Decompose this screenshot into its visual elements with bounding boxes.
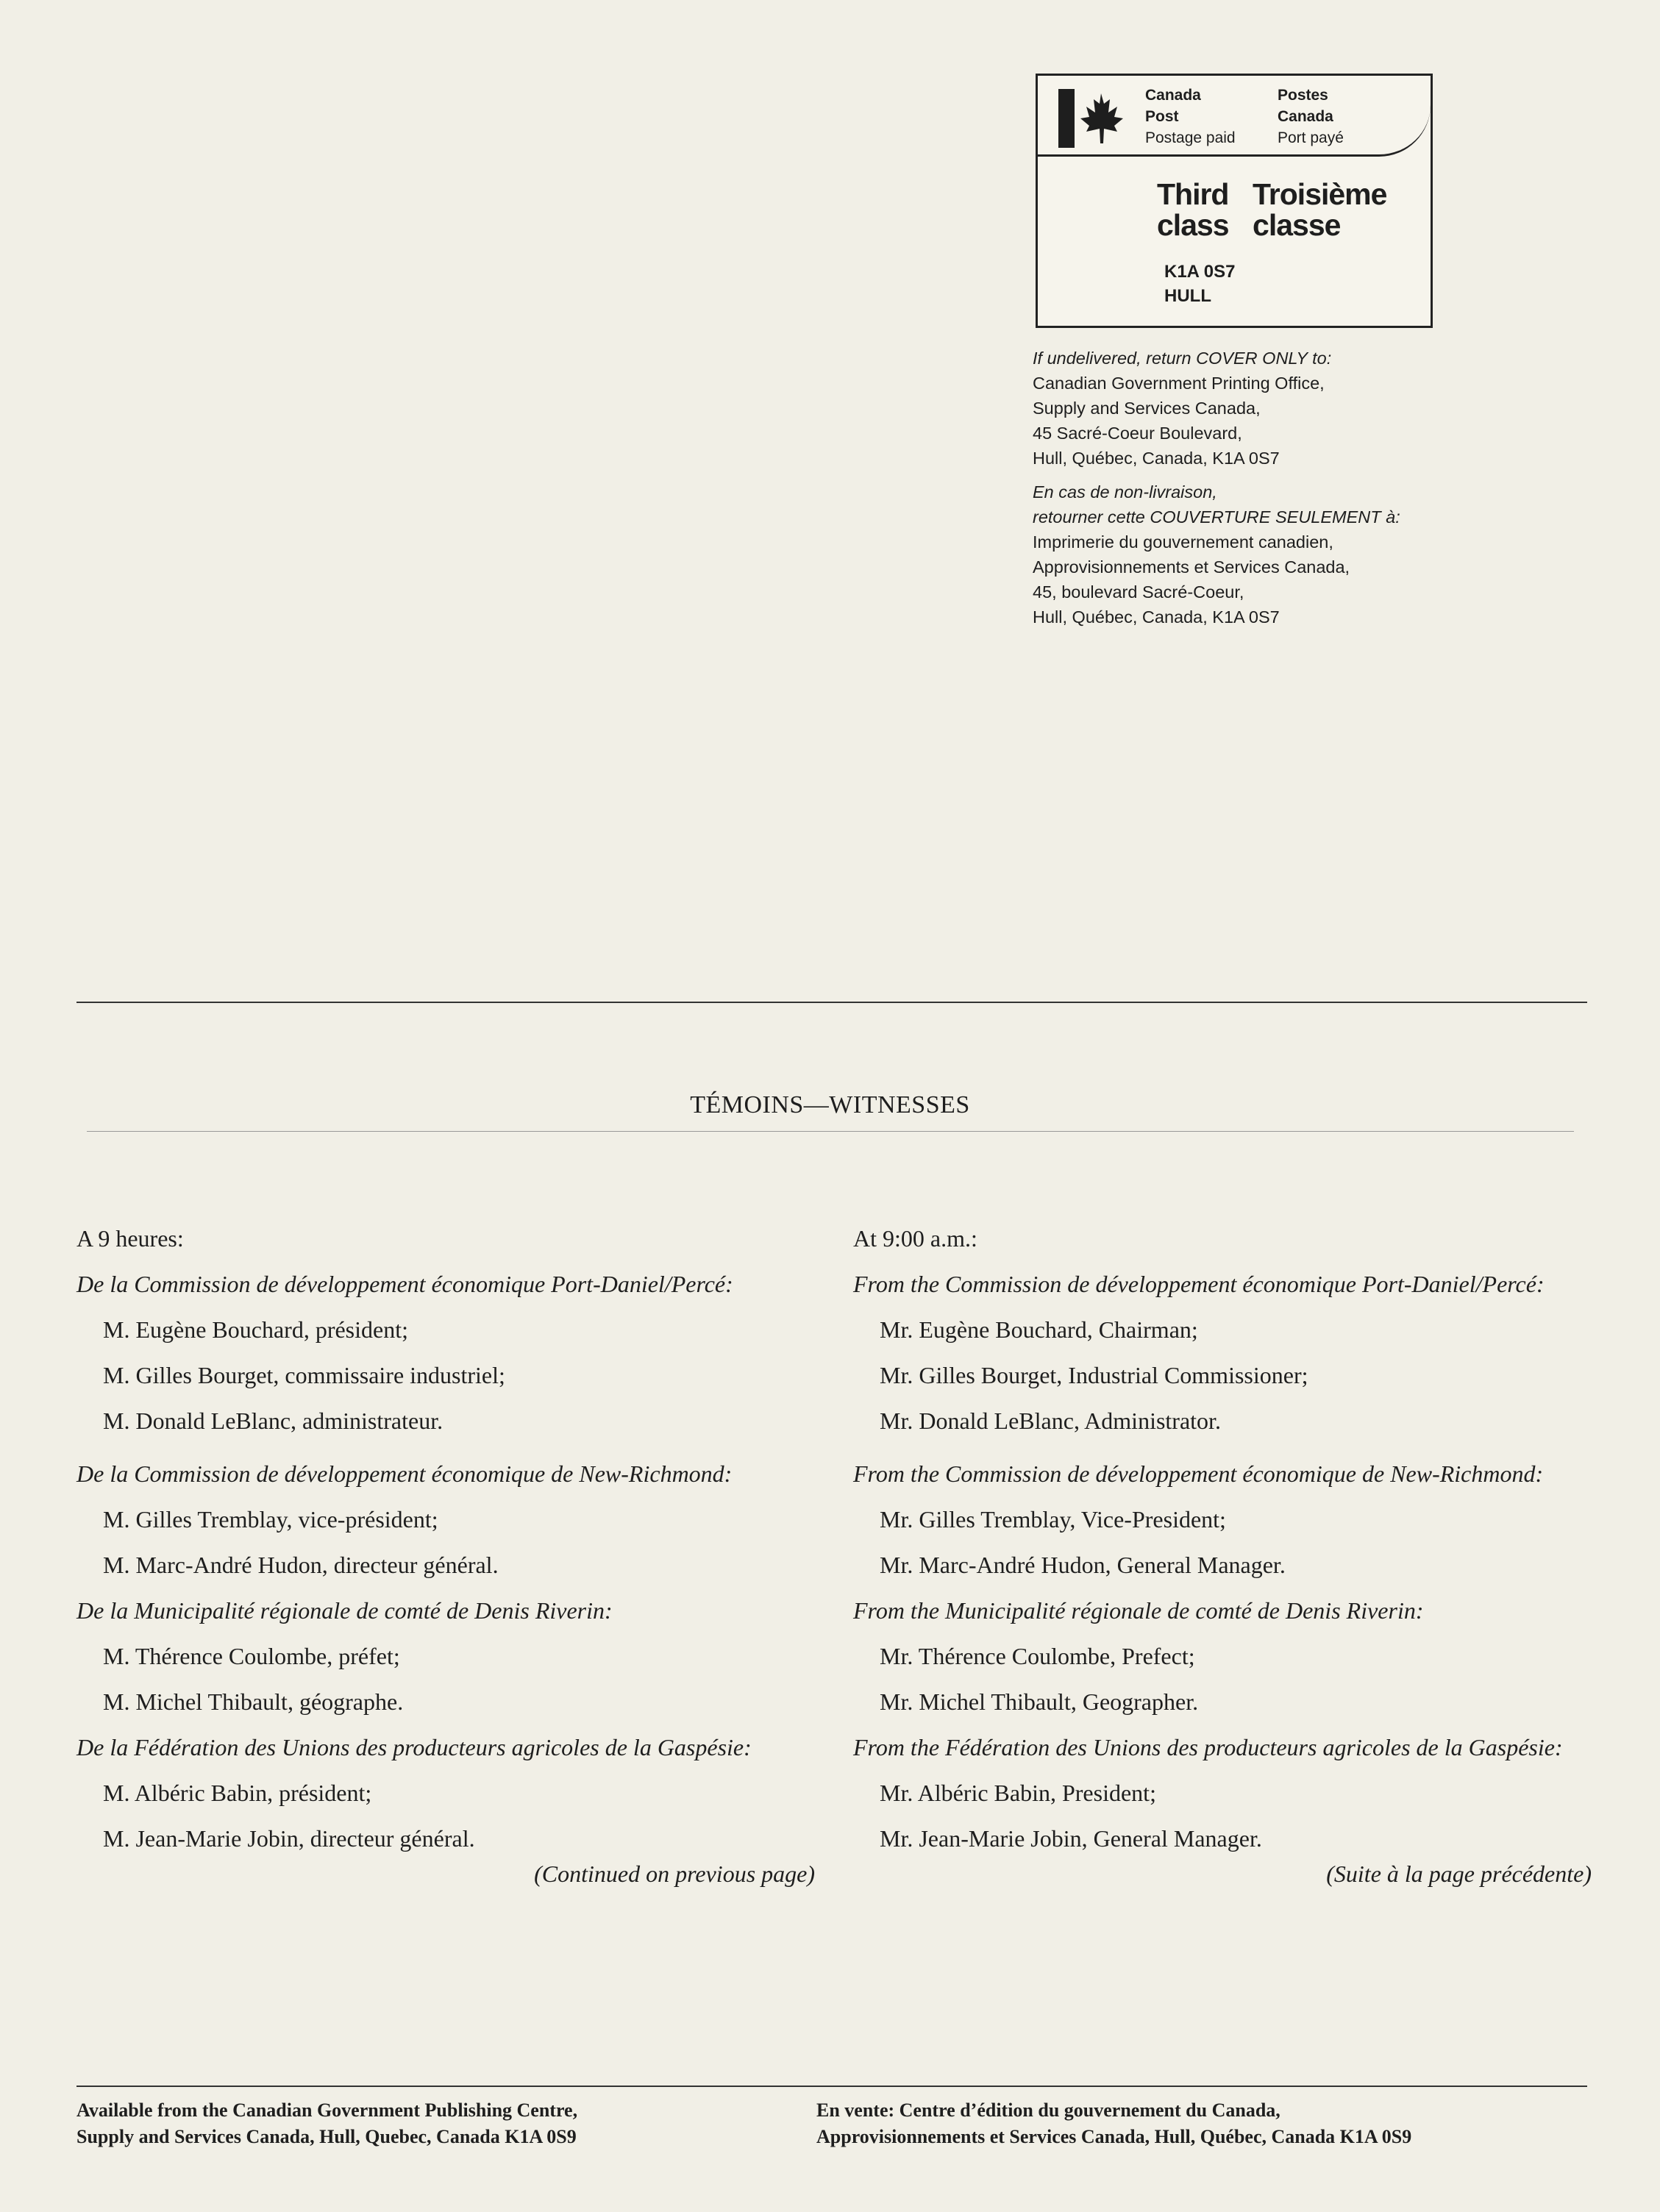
postage-paid-label: Postage paid — [1145, 129, 1236, 146]
return-en-line-4: 45 Sacré-Coeur Boulevard, — [1033, 424, 1242, 443]
classe-label: classe — [1253, 208, 1341, 242]
french-group-2-name-1: M. Gilles Tremblay, vice-président; — [103, 1506, 438, 1533]
french-continued-note: (Continued on previous page) — [534, 1860, 815, 1887]
return-fr-line-3: Imprimerie du gouvernement canadien, — [1033, 532, 1333, 552]
french-group-4-name-1: M. Albéric Babin, président; — [103, 1780, 372, 1806]
third-label: Third — [1157, 177, 1229, 211]
english-continued-note: (Suite à la page précédente) — [1326, 1860, 1592, 1887]
english-group-1-name-3: Mr. Donald LeBlanc, Administrator. — [880, 1408, 1221, 1434]
return-fr-line-5: 45, boulevard Sacré-Coeur, — [1033, 582, 1244, 602]
english-group-2-name-1: Mr. Gilles Tremblay, Vice-President; — [880, 1506, 1226, 1533]
english-group-4-heading: From the Fédération des Unions des producteurs agricoles de la Gaspésie: — [853, 1734, 1563, 1760]
english-group-1-name-2: Mr. Gilles Bourget, Industrial Commissioner; — [880, 1362, 1308, 1388]
french-time: A 9 heures: — [76, 1225, 184, 1252]
english-group-4-name-2: Mr. Jean-Marie Jobin, General Manager. — [880, 1825, 1262, 1852]
footer-french — [816, 2097, 1411, 2150]
french-group-2-name-2: M. Marc-André Hudon, directeur général. — [103, 1552, 499, 1578]
french-group-1-name-3: M. Donald LeBlanc, administrateur. — [103, 1408, 444, 1434]
footer-en-line-2: Supply and Services Canada, Hull, Quebec, Canada K1A 0S9 — [76, 2126, 577, 2147]
return-en-line-3: Supply and Services Canada, — [1033, 399, 1261, 418]
french-group-3-name-2: M. Michel Thibault, géographe. — [103, 1688, 404, 1715]
canada-label: Canada — [1145, 87, 1201, 104]
post-label: Post — [1145, 108, 1179, 125]
postes-label: Postes — [1278, 87, 1328, 104]
maple-leaf-icon — [1058, 89, 1130, 148]
english-group-2-name-2: Mr. Marc-André Hudon, General Manager. — [880, 1552, 1286, 1578]
english-time: At 9:00 a.m.: — [853, 1225, 977, 1252]
section-title: TÉMOINS—WITNESSES — [690, 1091, 970, 1119]
english-group-3-name-2: Mr. Michel Thibault, Geographer. — [880, 1688, 1199, 1715]
english-group-4-name-1: Mr. Albéric Babin, President; — [880, 1780, 1156, 1806]
top-divider — [76, 1002, 1587, 1003]
return-fr-line-2: retourner cette COUVERTURE SEULEMENT à: — [1033, 507, 1400, 527]
return-fr-line-1: En cas de non-livraison, — [1033, 482, 1217, 502]
mail-class — [1157, 179, 1403, 240]
witnesses-english-column — [853, 1224, 1592, 1888]
english-group-2-heading: From the Commission de développement économique de New-Richmond: — [853, 1460, 1544, 1487]
english-group-3-heading: From the Municipalité régionale de comté de Denis Riverin: — [853, 1597, 1424, 1624]
return-en-line-2: Canadian Government Printing Office, — [1033, 374, 1325, 393]
french-group-3-heading: De la Municipalité régionale de comté de Denis Riverin: — [76, 1597, 613, 1624]
french-group-1-name-2: M. Gilles Bourget, commissaire industriel; — [103, 1362, 505, 1388]
witnesses-french-column — [76, 1224, 815, 1888]
indicia-header — [1038, 76, 1431, 157]
postage-indicia — [1036, 74, 1433, 328]
troisieme-label: Troisième — [1253, 177, 1387, 211]
return-fr-line-4: Approvisionnements et Services Canada, — [1033, 557, 1350, 577]
return-address — [1033, 346, 1489, 629]
footer-fr-line-2: Approvisionnements et Services Canada, Hull, Québec, Canada K1A 0S9 — [816, 2126, 1412, 2147]
footer-english — [76, 2097, 577, 2150]
postal-code: K1A 0S7 — [1164, 262, 1236, 282]
french-group-1-name-1: M. Eugène Bouchard, président; — [103, 1316, 408, 1343]
footer-fr-line-1: En vente: Centre d’édition du gouvernement du Canada, — [816, 2099, 1280, 2121]
french-group-4-name-2: M. Jean-Marie Jobin, directeur général. — [103, 1825, 475, 1852]
return-en-line-5: Hull, Québec, Canada, K1A 0S7 — [1033, 449, 1280, 468]
title-underline — [87, 1131, 1574, 1132]
return-fr-line-6: Hull, Québec, Canada, K1A 0S7 — [1033, 607, 1280, 627]
french-group-3-name-1: M. Thérence Coulombe, préfet; — [103, 1643, 400, 1669]
postal-city: HULL — [1164, 286, 1211, 306]
french-group-4-heading: De la Fédération des Unions des producteurs agricoles de la Gaspésie: — [76, 1734, 752, 1760]
port-paye-label: Port payé — [1278, 129, 1344, 146]
class-label: class — [1157, 208, 1229, 242]
footer-en-line-1: Available from the Canadian Government Publishing Centre, — [76, 2099, 578, 2121]
english-group-3-name-1: Mr. Thérence Coulombe, Prefect; — [880, 1643, 1195, 1669]
bottom-divider — [76, 2086, 1587, 2087]
french-group-2-heading: De la Commission de développement économique de New-Richmond: — [76, 1460, 733, 1487]
canada-fr-label: Canada — [1278, 108, 1333, 125]
french-group-1-heading: De la Commission de développement économique Port-Daniel/Percé: — [76, 1271, 733, 1297]
english-group-1-name-1: Mr. Eugène Bouchard, Chairman; — [880, 1316, 1198, 1343]
english-group-1-heading: From the Commission de développement économique Port-Daniel/Percé: — [853, 1271, 1545, 1297]
postal-code-block — [1164, 260, 1236, 308]
return-en-line-1: If undelivered, return COVER ONLY to: — [1033, 349, 1332, 368]
